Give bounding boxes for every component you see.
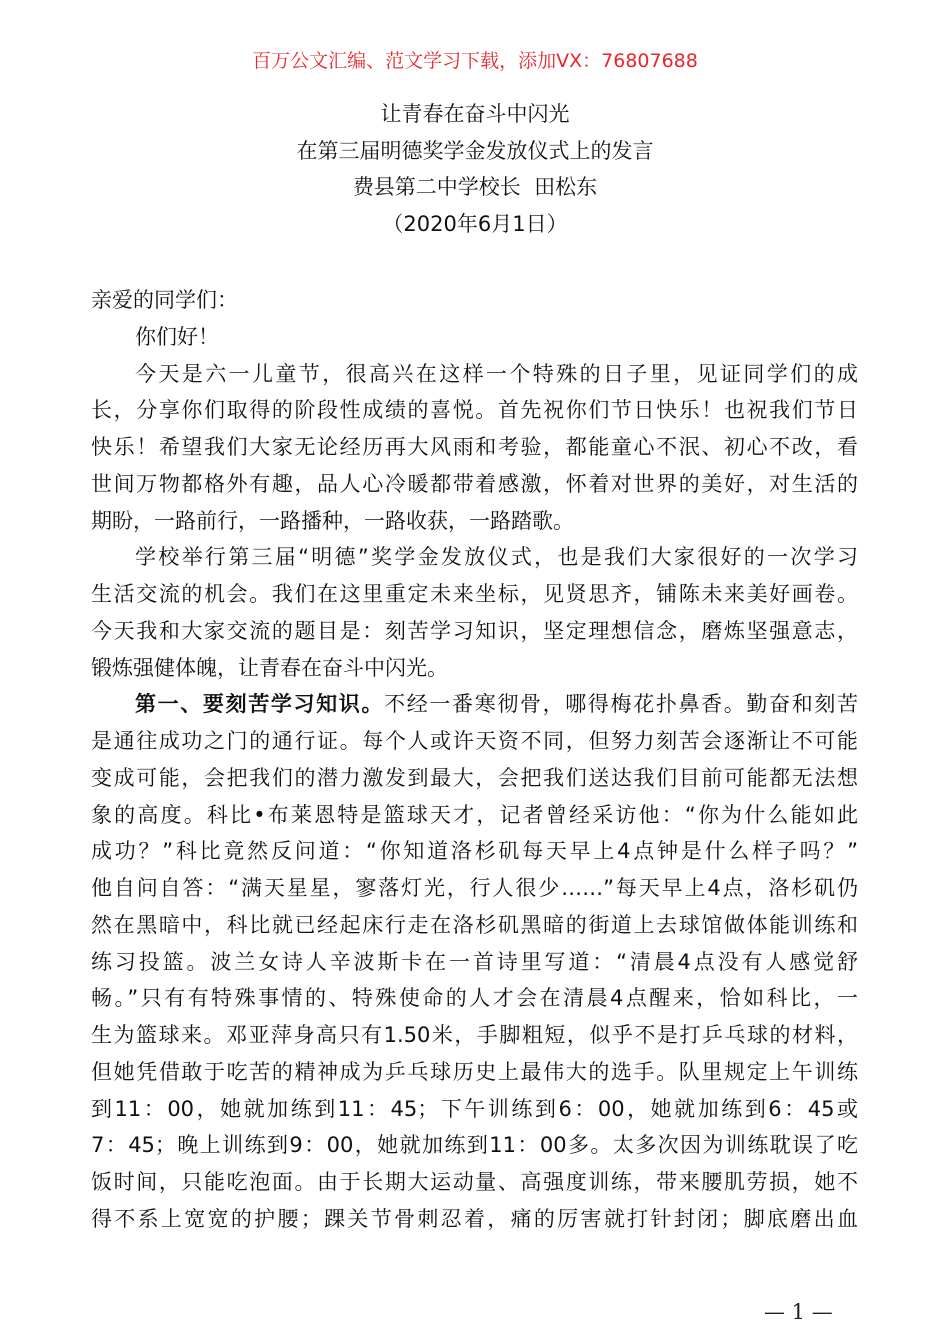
line-text: 长，分享你们取得的阶段性成绩的喜悦。首先祝你们节日快乐！也祝我们节日 — [91, 398, 858, 423]
line-text: 快乐！希望我们大家无论经历再大风雨和考验，都能童心不泯、初心不改，看 — [91, 435, 858, 459]
text-line — [91, 723, 858, 760]
text-line — [91, 870, 858, 907]
line-text: 生活交流的机会。我们在这里重定未来坐标，见贤思齐，铺陈未来美好画卷。 — [91, 582, 858, 606]
text-line — [91, 503, 858, 540]
line-text: 学校举行第三届“明德”奖学金发放仪式，也是我们大家很好的一次学习 — [135, 545, 858, 570]
text-line — [91, 1201, 858, 1238]
line-text: 但她凭借敢于吃苦的精神成为乒乓球历史上最伟大的选手。队里规定上午训练 — [91, 1059, 858, 1084]
line-text: 7：45；晚上训练到9：00，她就加练到11：00多。太多次因为训练耽误了吃 — [91, 1133, 858, 1158]
document-author: 费县第二中学校长 田松东 — [352, 175, 598, 199]
document-title: 让青春在奋斗中闪光 — [380, 102, 570, 126]
line-text: 他自问自答：“满天星星，寥落灯光，行人很少……”每天早上4点，洛杉矶仍 — [91, 876, 858, 900]
text-line — [91, 650, 858, 687]
line-text: 世间万物都格外有趣，品人心冷暖都带着感激，怀着对世界的美好，对生活的 — [91, 471, 858, 496]
line-text: 是通往成功之门的通行证。每个人或许天资不同，但努力刻苦会逐渐让不可能 — [91, 729, 858, 753]
text-line — [91, 282, 858, 319]
text-line — [91, 1164, 858, 1201]
text-line — [91, 576, 858, 613]
paragraph — [91, 686, 858, 1237]
document-subtitle: 在第三届明德奖学金发放仪式上的发言 — [296, 139, 654, 163]
text-line — [91, 1017, 858, 1054]
line-text: 生为篮球来。邓亚萍身高只有1.50米，手脚粗短，似乎不是打乒乓球的材料， — [91, 1023, 858, 1047]
text-line — [91, 1091, 858, 1128]
watermark-banner: 百万公文汇编、范文学习下载，添加VX：76807688 — [252, 50, 698, 72]
paragraph — [91, 356, 858, 540]
line-text: 成功？”科比竟然反问道：“你知道洛杉矶每天早上4点钟是什么样子吗？” — [91, 839, 858, 864]
line-text: 到11：00，她就加练到11：45；下午训练到6：00，她就加练到6：45或 — [91, 1096, 858, 1121]
text-line — [91, 907, 858, 944]
line-text: 得不系上宽宽的护腰；踝关节骨刺忍着，痛的厉害就打针封闭；脚底磨出血 — [91, 1206, 858, 1231]
text-line — [91, 539, 858, 576]
line-text: 然在黑暗中，科比就已经起床行走在洛杉矶黑暗的街道上去球馆做体能训练和 — [91, 912, 858, 937]
line-text: 变成可能，会把我们的潜力激发到最大，会把我们送达我们目前可能都无法想 — [91, 765, 858, 790]
text-line — [91, 356, 858, 393]
line-text: 锻炼强健体魄，让青春在奋斗中闪光。 — [91, 655, 448, 680]
line-text: 今天是六一儿童节，很高兴在这样一个特殊的日子里，见证同学们的成 — [135, 361, 858, 386]
text-line — [91, 686, 858, 723]
text-line — [91, 466, 858, 503]
line-text: 亲爱的同学们： — [91, 288, 238, 312]
line-text: 练习投篮。波兰女诗人辛波斯卡在一首诗里写道：“清晨4点没有人感觉舒 — [91, 949, 858, 974]
line-text: 期盼，一路前行，一路播种，一路收获，一路踏歌。 — [91, 508, 574, 533]
section-heading: 第一、要刻苦学习知识。 — [135, 692, 385, 717]
line-text: 今天我和大家交流的题目是：刻苦学习知识，坚定理想信念，磨炼坚强意志， — [91, 618, 858, 643]
page-number: — 1 — — [764, 1300, 833, 1324]
paragraph — [91, 319, 858, 356]
text-line — [91, 944, 858, 981]
text-line — [91, 980, 858, 1017]
paragraph — [91, 282, 858, 319]
text-line — [91, 392, 858, 429]
text-line — [91, 1127, 858, 1164]
text-line — [91, 319, 858, 356]
line-text: 你们好！ — [135, 324, 219, 349]
document-body — [91, 282, 858, 1238]
text-line — [91, 429, 858, 466]
line-text: 饭时间，只能吃泡面。由于长期大运动量、高强度训练，带来腰肌劳损，她不 — [91, 1170, 858, 1194]
line-text: 不经一番寒彻骨，哪得梅花扑鼻香。勤奋和刻苦 — [384, 692, 859, 717]
text-line — [91, 760, 858, 797]
text-line — [91, 797, 858, 834]
text-line — [91, 613, 858, 650]
line-text: 畅。”只有有特殊事情的、特殊使命的人才会在清晨4点醒来，恰如科比，一 — [91, 986, 858, 1011]
text-line — [91, 833, 858, 870]
line-text: 象的高度。科比•布莱恩特是篮球天才，记者曾经采访他：“你为什么能如此 — [91, 802, 858, 827]
document-date: （2020年6月1日） — [382, 212, 568, 236]
text-line — [91, 1054, 858, 1091]
paragraph — [91, 539, 858, 686]
